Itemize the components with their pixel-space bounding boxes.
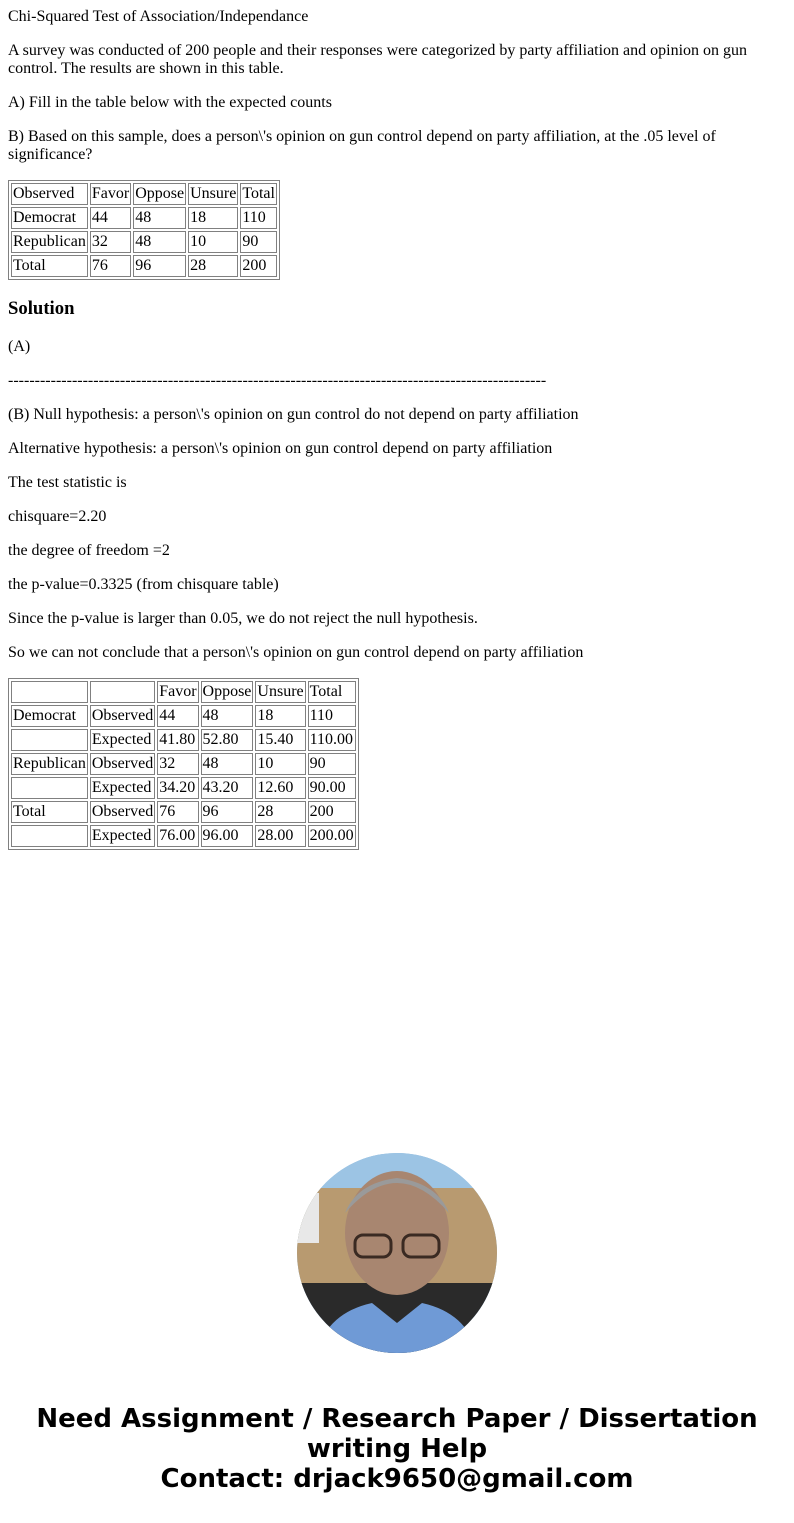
- table-cell: Expected: [90, 777, 155, 799]
- table-cell: 44: [90, 207, 131, 229]
- table-cell: 200.00: [308, 825, 356, 847]
- divider: -----------------------------------------------------------------------------------------------------: [8, 372, 547, 389]
- title: Chi-Squared Test of Association/Independance: [8, 8, 309, 25]
- table-cell: Favor: [157, 681, 198, 703]
- table-row: [11, 729, 356, 751]
- solution-line: the degree of freedom =2: [8, 542, 170, 559]
- table-cell: Unsure: [255, 681, 305, 703]
- table-cell: 76.00: [157, 825, 198, 847]
- table-cell: 44: [157, 705, 198, 727]
- table-cell: Unsure: [188, 183, 238, 205]
- solution-line: Alternative hypothesis: a person\'s opinion on gun control depend on party affiliation: [8, 440, 553, 457]
- solution-line: (B) Null hypothesis: a person\'s opinion on gun control do not depend on party affiliation: [8, 406, 579, 423]
- table-cell: 41.80: [157, 729, 198, 751]
- table-cell: 52.80: [201, 729, 254, 751]
- table-cell: [11, 729, 88, 751]
- table-cell: 96.00: [201, 825, 254, 847]
- table-row: [11, 753, 356, 775]
- table-cell: 18: [188, 207, 238, 229]
- table-cell: Observed: [90, 801, 155, 823]
- table-cell: Republican: [11, 753, 88, 775]
- intro: A survey was conducted of 200 people and their responses were categorized by party affiliation and opinion on gun control. The results are shown in this table.: [8, 42, 748, 77]
- table-row: [11, 801, 356, 823]
- table-cell: [11, 777, 88, 799]
- table-cell: 10: [255, 753, 305, 775]
- table-row: [11, 255, 277, 277]
- expected-table: [8, 678, 359, 850]
- solution-line: the p-value=0.3325 (from chisquare table): [8, 576, 279, 593]
- table-cell: Expected: [90, 729, 155, 751]
- solution-line: The test statistic is: [8, 474, 127, 491]
- table-cell: [11, 681, 88, 703]
- table-cell: Total: [11, 255, 88, 277]
- table-cell: 32: [90, 231, 131, 253]
- table-cell: 110: [240, 207, 277, 229]
- table-cell: Republican: [11, 231, 88, 253]
- table-cell: 96: [201, 801, 254, 823]
- table-cell: 28.00: [255, 825, 305, 847]
- table-row: [11, 705, 356, 727]
- table-cell: 15.40: [255, 729, 305, 751]
- table-cell: 28: [188, 255, 238, 277]
- table-cell: Observed: [90, 705, 155, 727]
- table-cell: 76: [157, 801, 198, 823]
- table-cell: Observed: [11, 183, 88, 205]
- table-cell: 48: [201, 705, 254, 727]
- table-cell: Democrat: [11, 705, 88, 727]
- table-cell: Expected: [90, 825, 155, 847]
- table-cell: 10: [188, 231, 238, 253]
- table-cell: 200: [308, 801, 356, 823]
- observed-table: [8, 180, 280, 280]
- table-cell: 18: [255, 705, 305, 727]
- table-row: [11, 231, 277, 253]
- table-cell: Favor: [90, 183, 131, 205]
- table-cell: [11, 825, 88, 847]
- table-cell: 48: [133, 207, 186, 229]
- table-cell: 90: [308, 753, 356, 775]
- table-cell: 28: [255, 801, 305, 823]
- solution-line: chisquare=2.20: [8, 508, 107, 525]
- solution-heading: Solution: [8, 298, 75, 319]
- contact-footer: [0, 1404, 794, 1494]
- table-cell: 43.20: [201, 777, 254, 799]
- table-cell: Democrat: [11, 207, 88, 229]
- solution-line: Since the p-value is larger than 0.05, we do not reject the null hypothesis.: [8, 610, 478, 627]
- part-a: A) Fill in the table below with the expected counts: [8, 94, 332, 111]
- table-cell: Total: [308, 681, 356, 703]
- table-cell: 32: [157, 753, 198, 775]
- table-cell: [90, 681, 155, 703]
- footer-line: Need Assignment / Research Paper / Dissertation: [36, 1404, 758, 1434]
- table-cell: 96: [133, 255, 186, 277]
- table-cell: Observed: [90, 753, 155, 775]
- table-cell: 12.60: [255, 777, 305, 799]
- part-b: B) Based on this sample, does a person\'s opinion on gun control depend on party affiliation, at the .05 level of significance?: [8, 128, 716, 163]
- table-cell: 110.00: [308, 729, 356, 751]
- table-cell: 48: [201, 753, 254, 775]
- table-row: [11, 207, 277, 229]
- table-cell: 48: [133, 231, 186, 253]
- solution-a: (A): [8, 338, 31, 355]
- table-cell: 200: [240, 255, 277, 277]
- table-cell: Oppose: [201, 681, 254, 703]
- table-cell: Oppose: [133, 183, 186, 205]
- table-cell: Total: [240, 183, 277, 205]
- footer-line: writing Help: [306, 1434, 488, 1464]
- table-row: [11, 825, 356, 847]
- table-row: [11, 777, 356, 799]
- table-cell: 90: [240, 231, 277, 253]
- footer-contact: Contact: drjack9650@gmail.com: [160, 1464, 634, 1494]
- solution-line: So we can not conclude that a person\'s opinion on gun control depend on party affiliation: [8, 644, 584, 661]
- table-cell: 110: [308, 705, 356, 727]
- author-avatar: [297, 1153, 497, 1353]
- table-cell: 34.20: [157, 777, 198, 799]
- table-row: [11, 681, 356, 703]
- table-row: [11, 183, 277, 205]
- table-cell: 90.00: [308, 777, 356, 799]
- table-cell: Total: [11, 801, 88, 823]
- table-cell: 76: [90, 255, 131, 277]
